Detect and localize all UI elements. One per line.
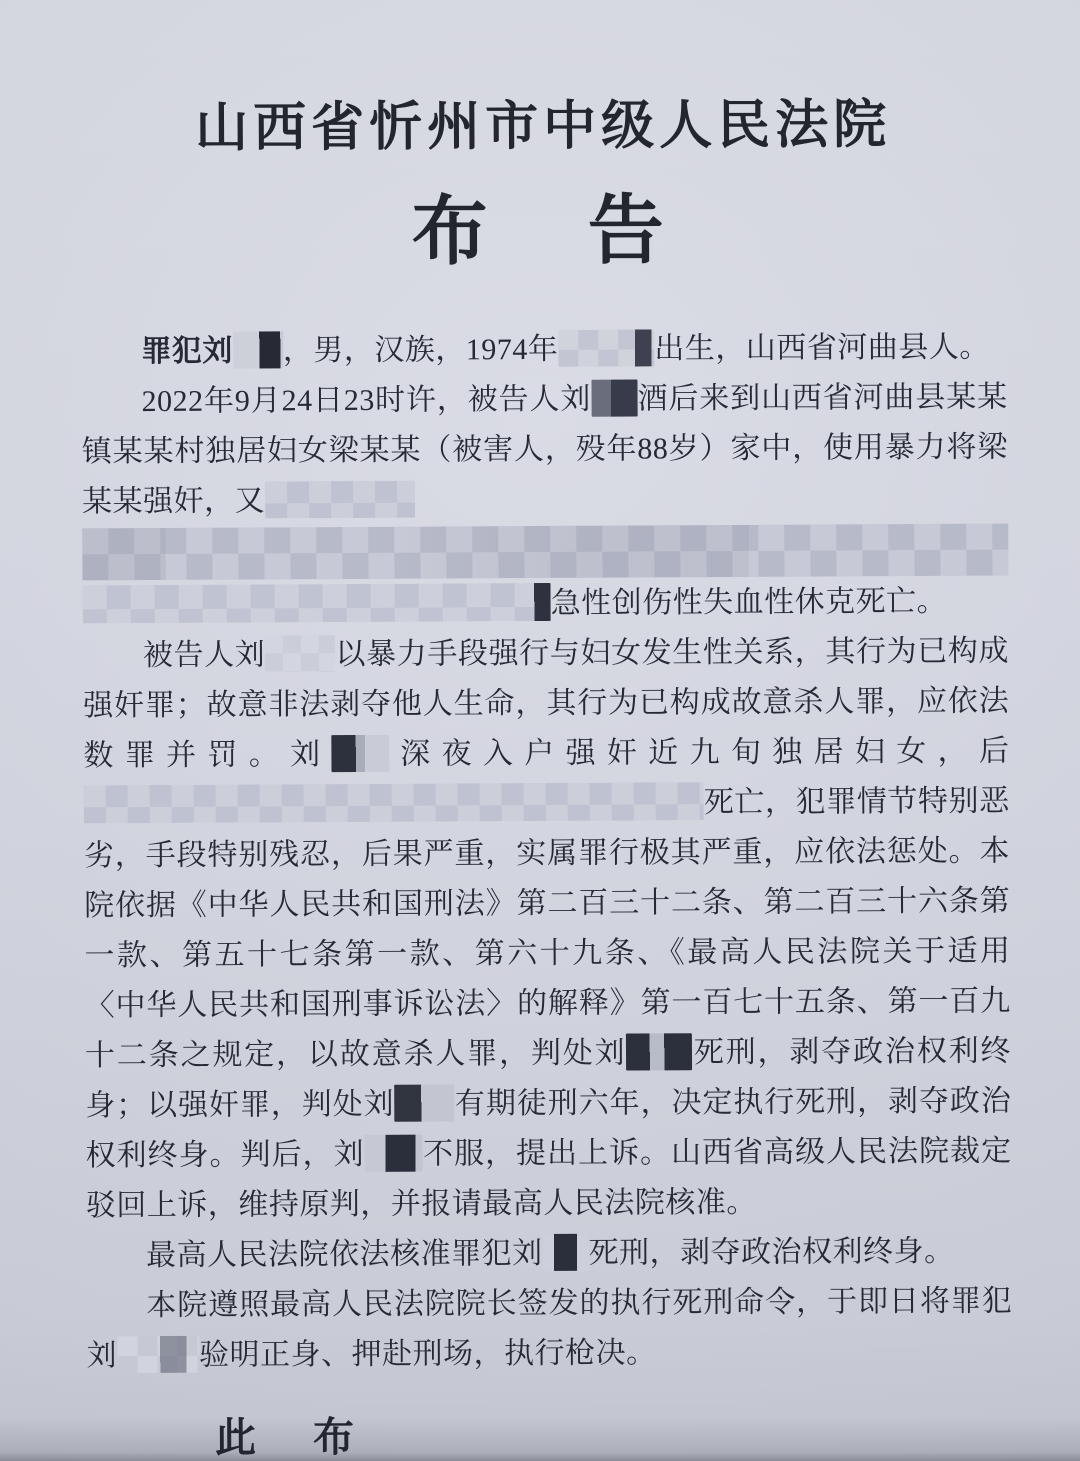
- text-run: 深夜入户强奸近九旬独居妇女，后: [389, 734, 1010, 771]
- notice-title: 布 告: [411, 188, 676, 275]
- redaction-mosaic-band: [82, 524, 1008, 581]
- redaction-mosaic: [558, 329, 654, 367]
- redaction-mosaic: [331, 735, 389, 772]
- text-run: 有期徒刑六年，决定执行死刑，剥夺政治权利终身。判后，刘: [85, 1084, 1012, 1173]
- text-run: 酒后来到山西省河曲县某某镇某某村独居妇女梁某某（被害人，殁年88岁）家中，使用暴力将梁某某强奸，又: [81, 380, 1008, 519]
- paragraph-4: [86, 1227, 1012, 1282]
- text-run: 最高人民法院依法核准罪犯刘: [145, 1236, 543, 1273]
- text-run: 2022年9月24日23时许，被告人刘: [141, 382, 592, 419]
- closing-mark: 此 布: [214, 1413, 363, 1461]
- redaction-mosaic: [83, 583, 551, 623]
- text-run: 验明正身、押赴刑场，执行枪决。: [198, 1336, 657, 1372]
- text-run: 急性创伤性失血性休克死亡。: [550, 584, 948, 620]
- text-run: 死刑，剥夺政治权利终身。: [588, 1234, 955, 1270]
- text-run: 不服，提出上诉。山西省高级人民法院裁定驳回上诉，维持原判，并报请最高人民法院核准。: [85, 1134, 1012, 1223]
- text-run: 死刑，剥夺政治权利终身；以强奸罪，判处刘: [85, 1034, 1012, 1123]
- redaction-mosaic: [117, 1336, 199, 1373]
- paragraph-3: [83, 627, 1012, 1232]
- redaction-mosaic: [394, 1084, 454, 1121]
- text-run: 被告人刘: [142, 638, 266, 673]
- paragraph-1: [81, 323, 1007, 378]
- redaction-mosaic: [84, 782, 704, 823]
- court-name: 山西省忻州市中级人民法院: [194, 95, 892, 158]
- redaction-mosaic: [626, 1033, 692, 1070]
- text-run: 本院遵照最高人民法院院长签发的执行死刑命令，于即日将罪犯刘: [86, 1284, 1013, 1373]
- text-run: 以暴力手段强行与妇女发生性关系，其行为已构成强奸罪；故意非法剥夺他人生命，其行为已构成故意杀人罪，应依法数罪并罚。刘: [83, 634, 1010, 773]
- text-run: ，男，汉族，1974年: [282, 332, 559, 368]
- redaction-mosaic: [542, 1234, 588, 1271]
- paragraph-5: [86, 1277, 1013, 1382]
- paragraph-2: [81, 373, 1008, 632]
- redaction-mosaic: [265, 481, 415, 519]
- redaction-mosaic: [233, 331, 283, 368]
- text-run: 出生，山西省河曲县人。: [654, 330, 990, 366]
- redaction-mosaic: [364, 1135, 422, 1172]
- text-run: 罪犯刘: [141, 334, 233, 369]
- text-run: 死亡，犯罪情节特别恶劣，手段特别残忍，后果严重，实属罪行极其严重，应依法惩处。本院依据《中华人民共和国刑法》第二百三十二条、第二百三十六条第一款、第五十七条第一款、第六十九条、《最高人民法院关于适用〈中华人民共和国刑事诉讼法〉的解释》第一百七十五条、第一百九十二条之规定，以故意杀人罪，判处刘: [83, 784, 1011, 1073]
- notice-body: [81, 323, 1013, 1382]
- redaction-mosaic: [265, 635, 335, 672]
- redaction-mosaic: [591, 379, 637, 416]
